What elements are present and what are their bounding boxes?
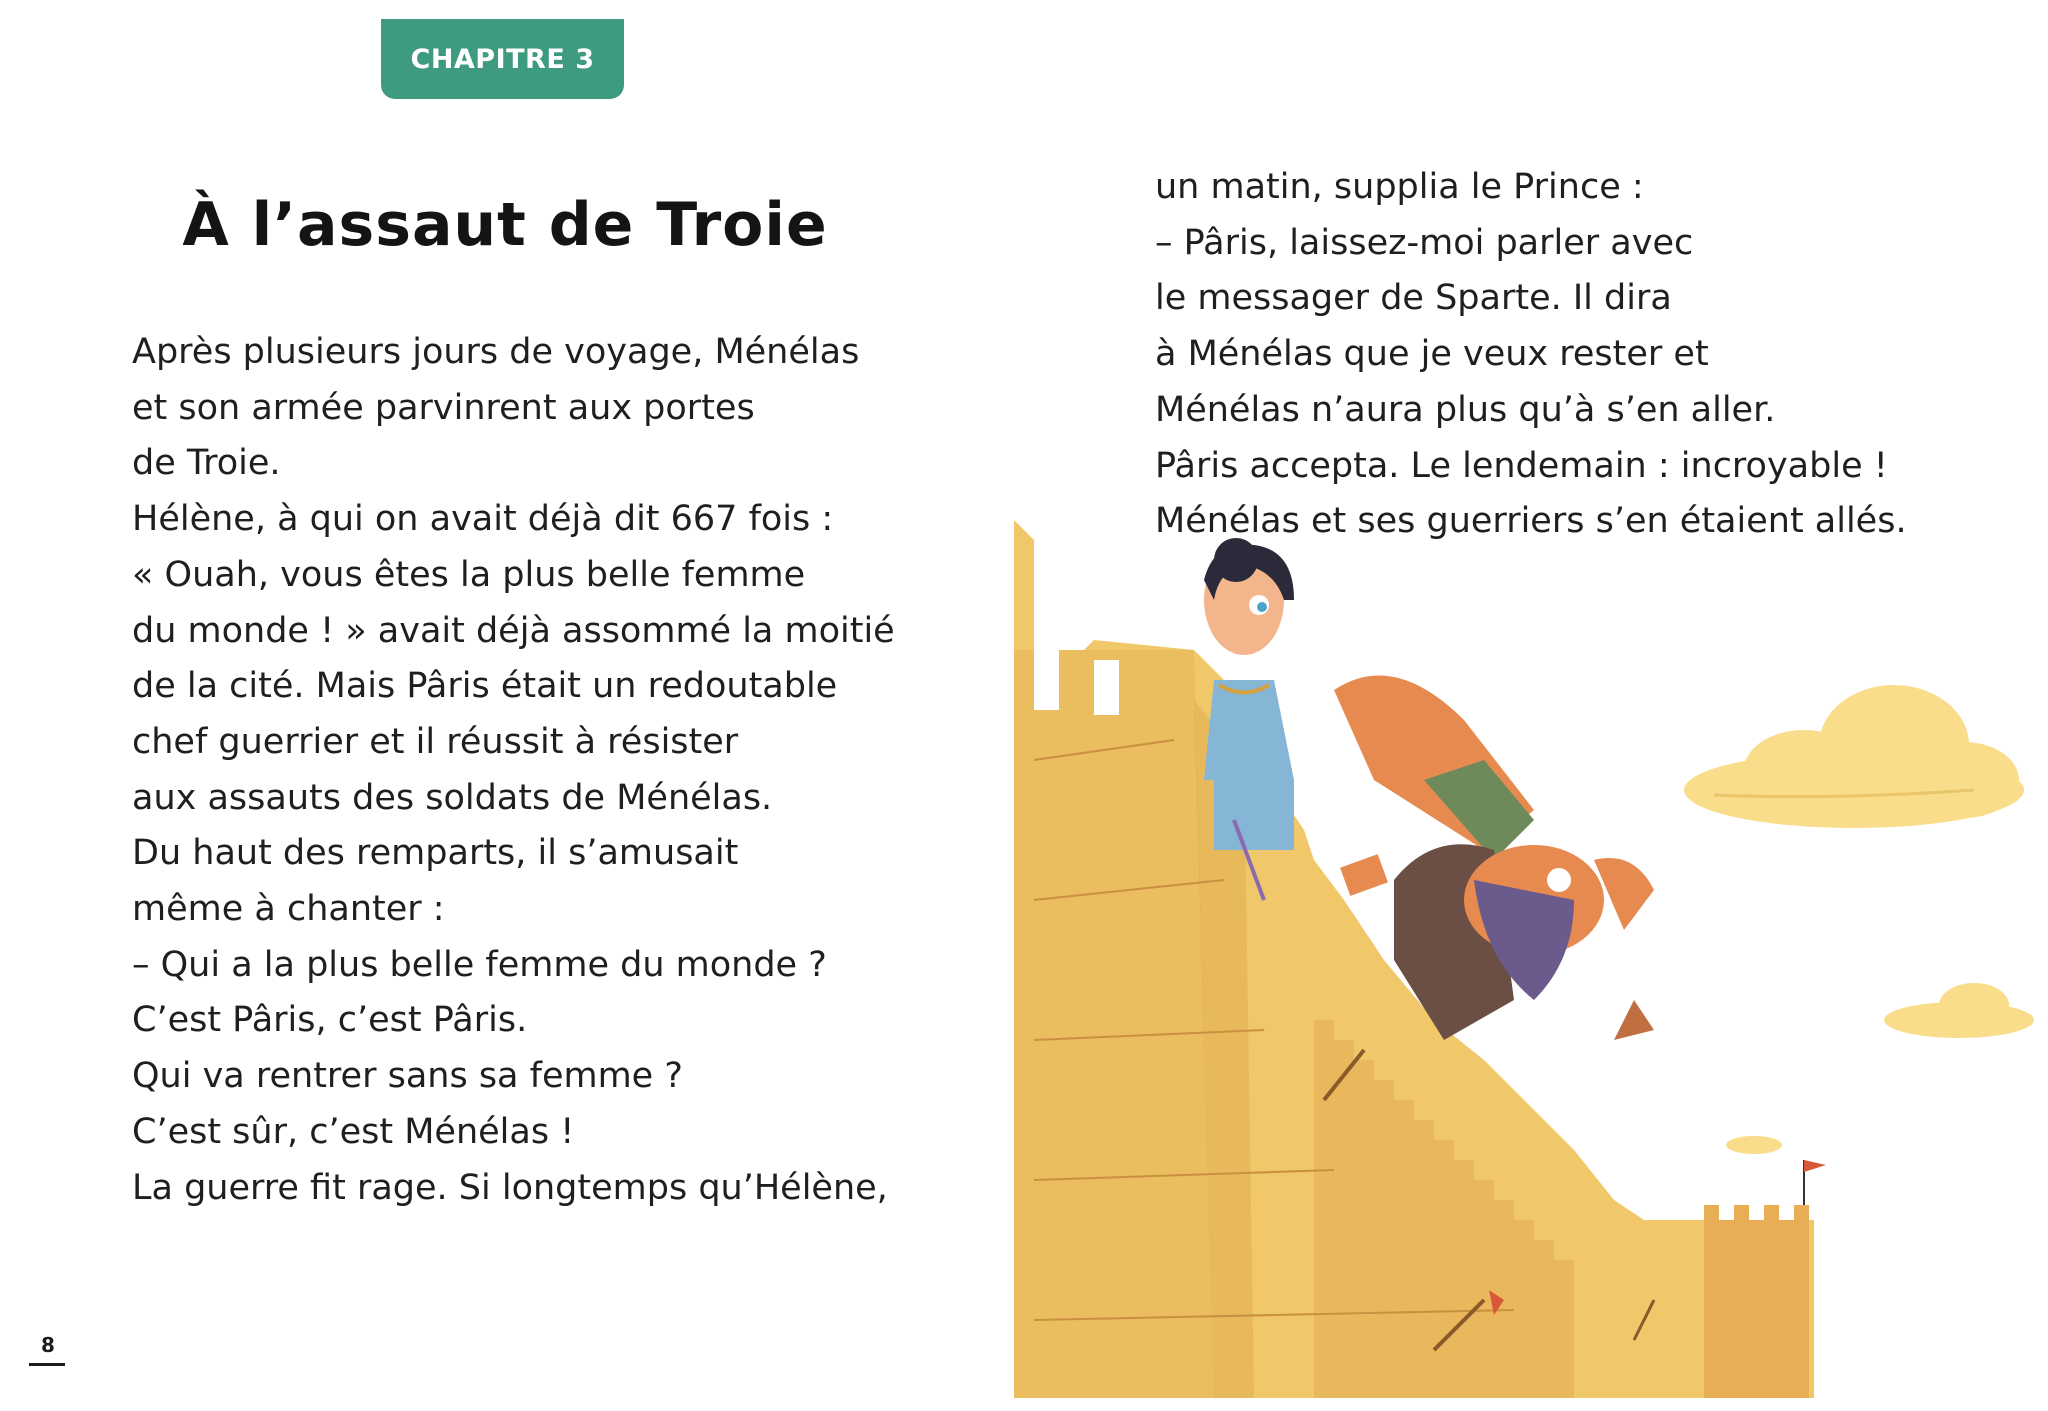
- text-line: même à chanter :: [132, 889, 445, 930]
- right-body-text: [1155, 160, 1975, 550]
- chapter-badge: [381, 19, 624, 99]
- text-line: « Ouah, vous êtes la plus belle femme: [132, 554, 806, 595]
- text-line: le messager de Sparte. Il dira: [1155, 278, 1672, 319]
- page-number-underline: [29, 1363, 65, 1366]
- text-line: de la cité. Mais Pâris était un redoutable: [132, 666, 838, 707]
- text-line: un matin, supplia le Prince :: [1155, 167, 1644, 207]
- text-line: C’est Pâris, c’est Pâris.: [132, 1000, 528, 1041]
- text-line: Qui va rentrer sans sa femme ?: [132, 1056, 683, 1097]
- text-line: Hélène, à qui on avait déjà dit 667 fois :: [132, 499, 834, 540]
- text-line: Ménélas et ses guerriers s’en étaient allés.: [1155, 501, 1907, 542]
- left-page: [0, 0, 1010, 1411]
- text-line: – Qui a la plus belle femme du monde ?: [132, 944, 827, 985]
- text-line: du monde ! » avait déjà assommé la moitié: [132, 610, 895, 651]
- chapter-title: À l’assaut de Troie: [182, 190, 828, 260]
- text-line: de Troie.: [132, 443, 281, 484]
- text-line: C’est sûr, c’est Ménélas !: [132, 1111, 575, 1152]
- cloud-tiny: [1726, 1136, 1782, 1154]
- text-line: Pâris accepta. Le lendemain : incroyable !: [1155, 445, 1888, 486]
- text-line: Après plusieurs jours de voyage, Ménélas: [132, 332, 860, 372]
- page-number: 8: [41, 1333, 55, 1357]
- helene-figure: [1204, 538, 1294, 900]
- text-line: et son armée parvinrent aux portes: [132, 387, 755, 428]
- text-line: Ménélas n’aura plus qu’à s’en aller.: [1155, 389, 1776, 430]
- left-body-text: [132, 325, 932, 1216]
- chapter-label: CHAPITRE 3: [410, 43, 595, 75]
- text-line: – Pâris, laissez-moi parler avec: [1155, 222, 1694, 263]
- text-line: chef guerrier et il réussit à résister: [132, 721, 739, 762]
- text-line: à Ménélas que je veux rester et: [1155, 334, 1709, 375]
- text-line: La guerre fit rage. Si longtemps qu’Hélène,: [132, 1167, 888, 1208]
- text-line: Du haut des remparts, il s’amusait: [132, 833, 739, 874]
- text-line: aux assauts des soldats de Ménélas.: [132, 777, 773, 818]
